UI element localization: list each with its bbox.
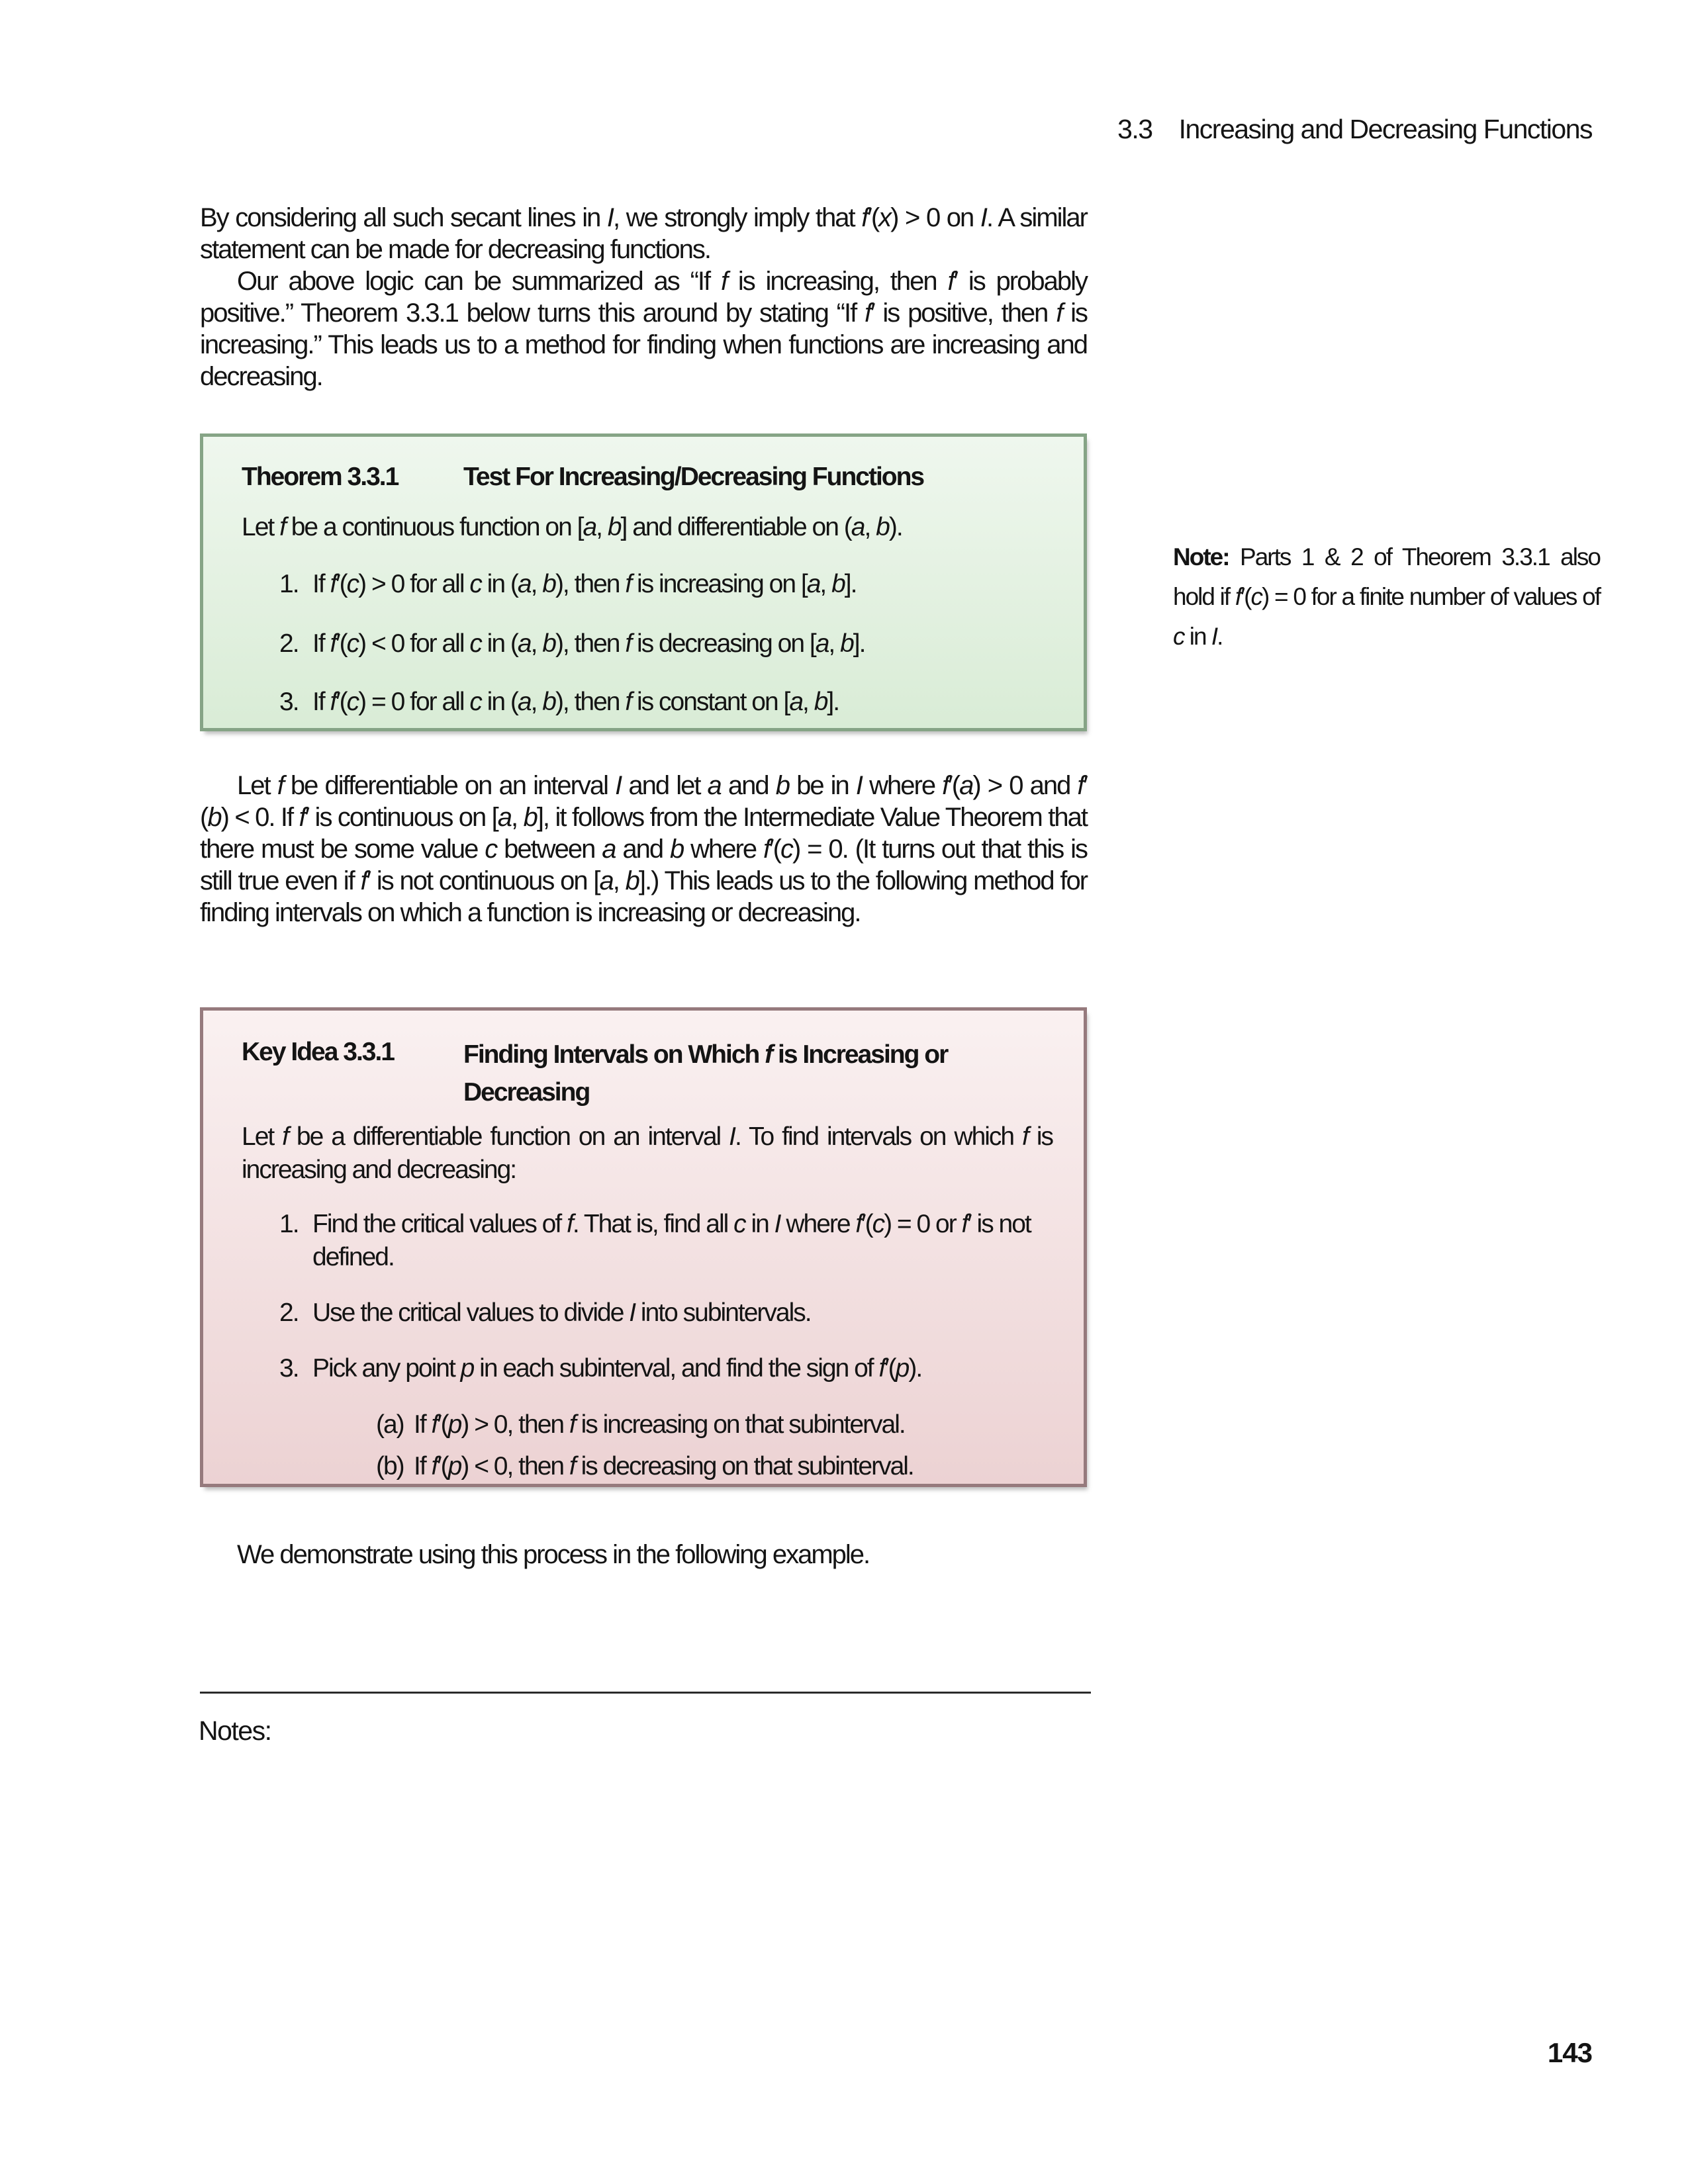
theorem-box [200, 433, 1087, 731]
sub-list-item [376, 1450, 1054, 1483]
item-text: If f′(c) = 0 for all c in (a, b), then f is constant on [a, b]. [312, 688, 839, 716]
list-item [279, 627, 1054, 660]
list-item [279, 1297, 1054, 1330]
item-number: (b) [376, 1452, 404, 1480]
list-item [279, 1208, 1054, 1274]
body-paragraphs-top [200, 202, 1087, 392]
item-text: Find the critical values of f. That is, find all c in I where f′(c) = 0 or f′ is not defined. [312, 1210, 1031, 1271]
theorem-box-title-row [242, 461, 1054, 494]
item-number: 1. [279, 1210, 299, 1238]
item-text: Pick any point p in each subinterval, and find the sign of f′(p). [312, 1354, 922, 1383]
list-item [279, 568, 1054, 601]
item-number: 3. [279, 688, 299, 716]
section-title: Increasing and Decreasing Functions [1178, 114, 1592, 144]
item-text: If f′(c) < 0 for all c in (a, b), then f is decreasing on [a, b]. [312, 629, 865, 658]
body-paragraph-middle [200, 770, 1087, 929]
key-idea-box [200, 1007, 1087, 1487]
section-number: 3.3 [1117, 114, 1152, 144]
key-idea-intro: Let f be a differentiable function on an interval I. To find intervals on which f is increasing and decreasing: [242, 1122, 1053, 1184]
list-item [279, 686, 1054, 719]
notes-label: Notes: [199, 1715, 271, 1746]
section-header [1117, 114, 1592, 145]
sub-list-item [376, 1408, 1054, 1441]
item-text: If f′(p) < 0, then f is decreasing on that subinterval. [414, 1452, 914, 1480]
item-number: (a) [376, 1410, 404, 1439]
list-item [279, 1352, 1054, 1385]
key-idea-title-row [242, 1036, 1054, 1111]
item-number: 2. [279, 629, 299, 658]
item-text: If f′(p) > 0, then f is increasing on that subinterval. [414, 1410, 905, 1439]
key-idea-label: Key Idea 3.3.1 [242, 1038, 394, 1066]
paragraph: By considering all such secant lines in I, we strongly imply that f′(x) > 0 on I. A similar statement can be made for decreasing functions. [200, 203, 1087, 264]
closing-paragraph [200, 1539, 1087, 1570]
paragraph: Our above logic can be summarized as “If f is increasing, then f′ is probably positive.” Theorem 3.3.1 below turns this around by stating “If f′ is positive, then f is increasing.” This leads us to a method for finding when functions are increasing and decreasing. [200, 267, 1088, 391]
key-idea-title: Finding Intervals on Which f is Increasing or Decreasing [463, 1040, 948, 1107]
paragraph: We demonstrate using this process in the following example. [237, 1540, 870, 1569]
item-text: If f′(c) > 0 for all c in (a, b), then f is increasing on [a, b]. [312, 570, 857, 598]
item-text: Use the critical values to divide I into subintervals. [312, 1298, 811, 1327]
notes-divider-rule [200, 1692, 1091, 1694]
theorem-intro: Let f be a continuous function on [a, b] and differentiable on (a, b). [242, 513, 902, 541]
paragraph: Let f be differentiable on an interval I and let a and b be in I where f′(a) > 0 and f′(b) < 0. If f′ is continuous on [a, b], it follows from the Intermediate Value Theorem that there must be some value c between a and b where f′(c) = 0. (It turns out that this is still true even if f′ is not continuous on [a, b].) This leads us to the following method for finding intervals on which a function is increasing or decreasing. [200, 771, 1088, 927]
item-number: 1. [279, 570, 299, 598]
page-number: 143 [1547, 2037, 1592, 2068]
theorem-label: Theorem 3.3.1 [242, 463, 399, 491]
item-number: 2. [279, 1298, 299, 1327]
item-number: 3. [279, 1354, 299, 1383]
theorem-title: Test For Increasing/Decreasing Functions [463, 463, 924, 491]
margin-note: Note: Parts 1 & 2 of Theorem 3.3.1 also hold if f′(c) = 0 for a finite number of values of c in I. [1173, 543, 1600, 650]
